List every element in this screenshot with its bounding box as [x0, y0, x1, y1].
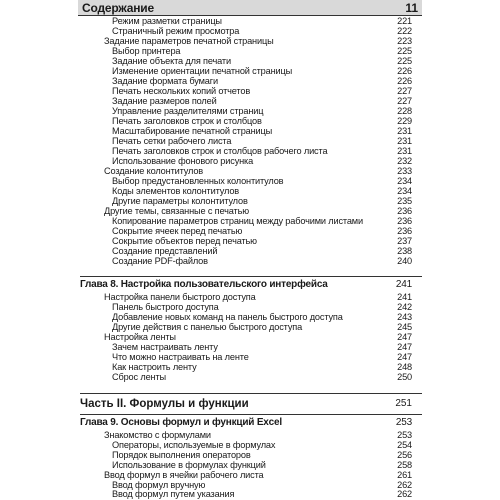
part-divider [80, 393, 422, 394]
toc-entry: Создание колонтитулов 233 [104, 166, 412, 176]
toc-entry: Знакомство с формулами 253 [104, 430, 412, 440]
toc-entry: Настройка панели быстрого доступа 241 [104, 292, 412, 302]
toc-entry: Задание формата бумаги 226 [112, 76, 412, 86]
toc-entry: Использование в формулах функций 258 [112, 460, 412, 470]
toc-entry: Копирование параметров страниц между рабочими листами 236 [112, 216, 412, 226]
header-page-number: 11 [405, 1, 418, 15]
toc-entry: Что можно настраивать на ленте 247 [112, 352, 412, 362]
toc-entry: Сокрытие объектов перед печатью 237 [112, 236, 412, 246]
toc-entry: Ввод формул путем указания 262 [112, 489, 412, 499]
chapter-heading: Глава 9. Основы формул и функций Excel 253 [80, 417, 412, 428]
toc-entry: Сокрытие ячеек перед печатью 236 [112, 226, 412, 236]
toc-entry: Сброс ленты 250 [112, 372, 412, 382]
toc-entry: Выбор предустановленных колонтитулов 234 [112, 176, 412, 186]
toc-entry: Выбор принтера 225 [112, 46, 412, 56]
toc-entry: Создание PDF-файлов 240 [112, 256, 412, 266]
toc-entry: Режим разметки страницы 221 [112, 16, 412, 26]
toc-entry: Как настроить ленту 248 [112, 362, 412, 372]
toc-entry: Задание объекта для печати 225 [112, 56, 412, 66]
header-title: Содержание [82, 1, 154, 15]
toc-entry: Использование фонового рисунка 232 [112, 156, 412, 166]
toc-entry: Операторы, используемые в формулах 254 [112, 440, 412, 450]
toc-entry: Другие действия с панелью быстрого доступа 245 [112, 322, 412, 332]
toc-entry: Масштабирование печатной страницы 231 [112, 126, 412, 136]
chapter-divider [80, 414, 422, 415]
toc-entry: Другие параметры колонтитулов 235 [112, 196, 412, 206]
toc-entry: Изменение ориентации печатной страницы 226 [112, 66, 412, 76]
toc-entry: Другие темы, связанные с печатью 236 [104, 206, 412, 216]
toc-entry: Управление разделителями страниц 228 [112, 106, 412, 116]
chapter-divider [80, 276, 422, 277]
toc-entry: Настройка ленты 247 [104, 332, 412, 342]
toc-entry: Печать заголовков строк и столбцов рабочего листа 231 [112, 146, 412, 156]
toc-entry: Коды элементов колонтитулов 234 [112, 186, 412, 196]
toc-entry: Ввод формул вручную 262 [112, 480, 412, 490]
toc-entry: Задание размеров полей 227 [112, 96, 412, 106]
toc-entry: Ввод формул в ячейки рабочего листа 261 [104, 470, 412, 480]
toc-entry: Панель быстрого доступа 242 [112, 302, 412, 312]
toc-entry: Страничный режим просмотра 222 [112, 26, 412, 36]
toc-entry: Печать заголовков строк и столбцов 229 [112, 116, 412, 126]
toc-entry: Печать сетки рабочего листа 231 [112, 136, 412, 146]
toc-entry: Порядок выполнения операторов 256 [112, 450, 412, 460]
part-heading: Часть II. Формулы и функции 251 [80, 398, 412, 410]
toc-entry: Зачем настраивать ленту 247 [112, 342, 412, 352]
toc-entry: Задание параметров печатной страницы 223 [104, 36, 412, 46]
toc-entry: Добавление новых команд на панель быстрого доступа 243 [112, 312, 412, 322]
toc-entry: Печать нескольких копий отчетов 227 [112, 86, 412, 96]
toc-entry: Создание представлений 238 [112, 246, 412, 256]
chapter-heading: Глава 8. Настройка пользовательского интерфейса 241 [80, 279, 412, 290]
